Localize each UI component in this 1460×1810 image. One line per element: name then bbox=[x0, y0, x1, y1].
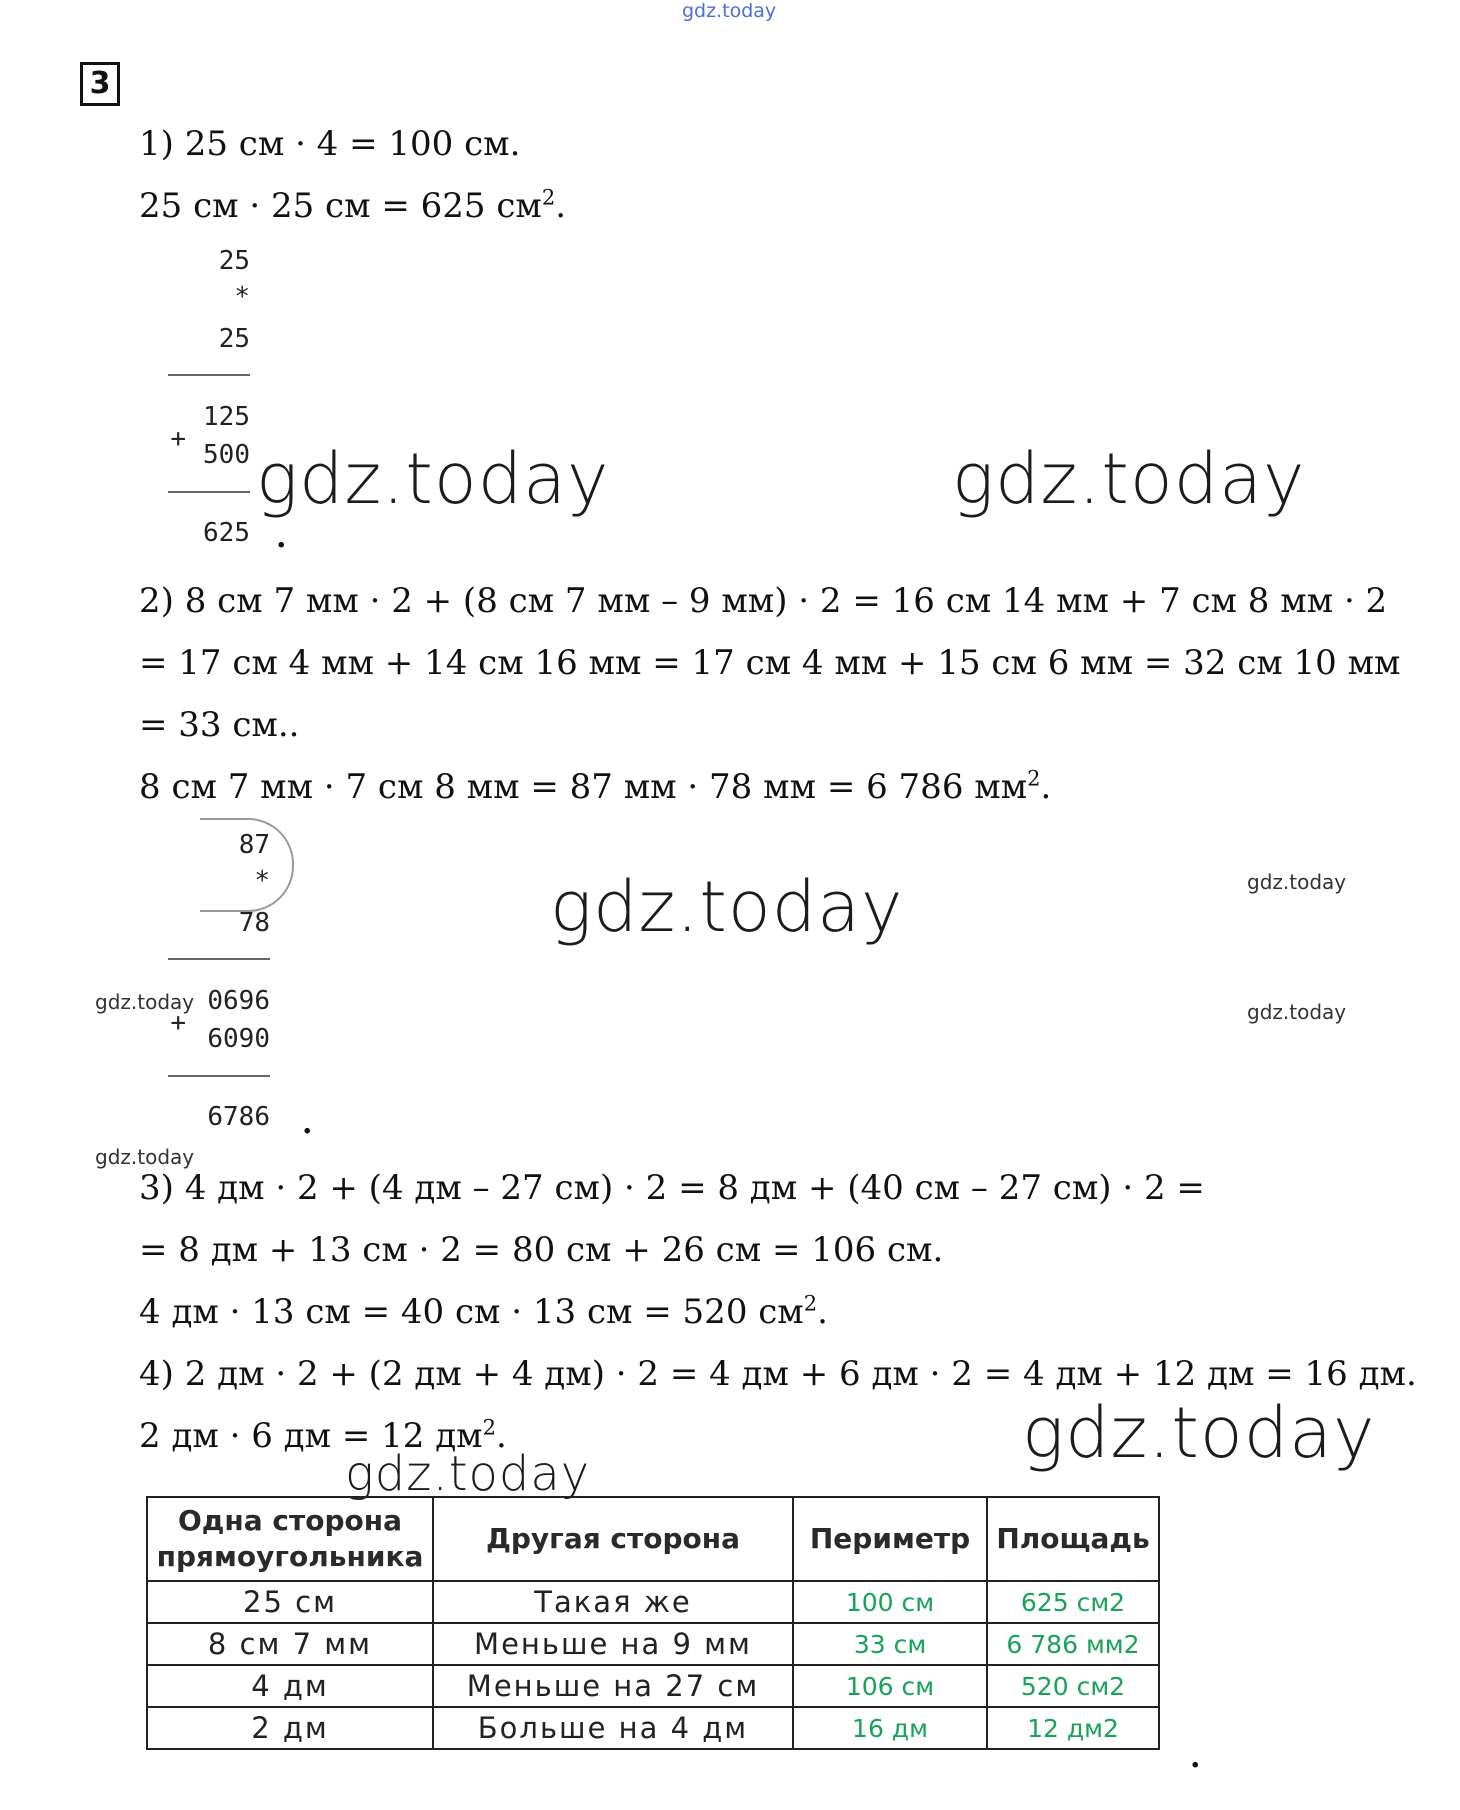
cell-area: 6 786 мм2 bbox=[987, 1623, 1159, 1665]
sup-2: 2 bbox=[1027, 766, 1041, 791]
calc2-r2: 6090 bbox=[207, 1024, 270, 1054]
calc1-r1: 125 bbox=[203, 402, 250, 432]
sup-2: 2 bbox=[482, 1415, 496, 1440]
p2-line4 bbox=[139, 767, 1051, 807]
cell-area: 12 дм2 bbox=[987, 1707, 1159, 1749]
calc2-rule2 bbox=[168, 1075, 270, 1077]
cell-side-two: Меньше на 27 см bbox=[433, 1665, 793, 1707]
cell-side-one: 8 см 7 мм bbox=[147, 1623, 433, 1665]
watermark-small-3: gdz.today bbox=[1247, 1000, 1347, 1024]
sup-2: 2 bbox=[803, 1291, 818, 1316]
watermark-medium: gdz.today bbox=[345, 1446, 591, 1502]
p3-line3 bbox=[139, 1292, 828, 1332]
p3-line3-end: . bbox=[817, 1292, 828, 1332]
p2-line4-end: . bbox=[1040, 767, 1052, 807]
table-header-row bbox=[147, 1497, 1159, 1581]
p3-line2: = 8 дм + 13 см · 2 = 80 см + 26 см = 106 см. bbox=[139, 1230, 944, 1270]
cell-perimeter: 106 см bbox=[793, 1665, 987, 1707]
header-side-one: Одна сторона прямоугольника bbox=[147, 1497, 433, 1581]
watermark-small-1: gdz.today bbox=[1247, 870, 1347, 894]
watermark-large-2: gdz.today bbox=[952, 438, 1306, 520]
cell-side-one: 25 см bbox=[147, 1581, 433, 1623]
sup-2: 2 bbox=[541, 185, 556, 210]
p2-line1: 2) 8 см 7 мм · 2 + (8 см 7 мм – 9 мм) · 2 = 16 см 14 мм + 7 см 8 мм · 2 bbox=[139, 581, 1388, 621]
table-row bbox=[147, 1581, 1159, 1623]
p4-line2-end: . bbox=[496, 1416, 507, 1456]
results-table bbox=[146, 1496, 1160, 1750]
calc1-rule2 bbox=[168, 491, 250, 493]
watermark-small-2: gdz.today bbox=[95, 990, 195, 1014]
calc2-dot: . bbox=[302, 1106, 313, 1141]
cell-side-one: 2 дм bbox=[147, 1707, 433, 1749]
watermark-large-1: gdz.today bbox=[256, 438, 610, 520]
cell-perimeter: 33 см bbox=[793, 1623, 987, 1665]
calc1-r2: 500 bbox=[203, 440, 250, 470]
table-row bbox=[147, 1623, 1159, 1665]
p3-line3-text: 4 дм · 13 см = 40 см · 13 см = 520 см bbox=[139, 1292, 804, 1332]
calc1-op: * bbox=[234, 282, 250, 312]
cell-side-one: 4 дм bbox=[147, 1665, 433, 1707]
watermark-large-3: gdz.today bbox=[550, 866, 904, 948]
p2-line3: = 33 см.. bbox=[139, 705, 300, 745]
calc2-a: 87 bbox=[238, 830, 270, 860]
p2-line4-text: 8 см 7 мм · 7 см 8 мм = 87 мм · 78 мм = 6 786 мм bbox=[139, 767, 1028, 807]
calc2-res: 6786 bbox=[207, 1102, 270, 1132]
calc1-b: 25 bbox=[218, 324, 250, 354]
header-area: Площадь bbox=[987, 1497, 1159, 1581]
p2-line2: = 17 см 4 мм + 14 см 16 мм = 17 см 4 мм + 15 см 6 мм = 32 см 10 мм bbox=[139, 643, 1401, 683]
p1-line1: 1) 25 см · 4 = 100 см. bbox=[139, 124, 521, 164]
calc2-rule1 bbox=[168, 958, 270, 960]
p4-line1: 4) 2 дм · 2 + (2 дм + 4 дм) · 2 = 4 дм + 6 дм · 2 = 4 дм + 12 дм = 16 дм. bbox=[139, 1354, 1417, 1394]
table-row bbox=[147, 1665, 1159, 1707]
table-end-dot: . bbox=[1190, 1740, 1201, 1775]
p4-line2-text: 2 дм · 6 дм = 12 дм bbox=[139, 1416, 483, 1456]
cell-perimeter: 16 дм bbox=[793, 1707, 987, 1749]
calc2-op: * bbox=[254, 866, 270, 896]
p1-line2-end: . bbox=[555, 186, 567, 226]
top-watermark: gdz.today bbox=[682, 0, 777, 22]
cell-area: 520 см2 bbox=[987, 1665, 1159, 1707]
header-perimeter: Периметр bbox=[793, 1497, 987, 1581]
table-row bbox=[147, 1707, 1159, 1749]
calc1-a: 25 bbox=[218, 246, 250, 276]
p1-line2 bbox=[139, 186, 566, 226]
calc1-plus: + bbox=[170, 424, 186, 454]
cell-side-two: Меньше на 9 мм bbox=[433, 1623, 793, 1665]
p3-line1: 3) 4 дм · 2 + (4 дм – 27 см) · 2 = 8 дм + (40 см – 27 см) · 2 = bbox=[139, 1168, 1205, 1208]
header-side-two: Другая сторона bbox=[433, 1497, 793, 1581]
watermark-small-4: gdz.today bbox=[95, 1145, 195, 1169]
task-number: 3 bbox=[80, 62, 120, 106]
cell-area: 625 см2 bbox=[987, 1581, 1159, 1623]
calc1-res: 625 bbox=[203, 518, 250, 548]
calc1-dot: . bbox=[276, 520, 287, 555]
calc2-b: 78 bbox=[238, 908, 270, 938]
calc1-rule1 bbox=[168, 374, 250, 376]
calc2-r1: 0696 bbox=[207, 986, 270, 1016]
cell-side-two: Такая же bbox=[433, 1581, 793, 1623]
cell-perimeter: 100 см bbox=[793, 1581, 987, 1623]
calc2-plus: + bbox=[170, 1008, 186, 1038]
cell-side-two: Больше на 4 дм bbox=[433, 1707, 793, 1749]
p1-line2-text: 25 см · 25 см = 625 см bbox=[139, 186, 542, 226]
watermark-large-4: gdz.today bbox=[1022, 1392, 1376, 1474]
